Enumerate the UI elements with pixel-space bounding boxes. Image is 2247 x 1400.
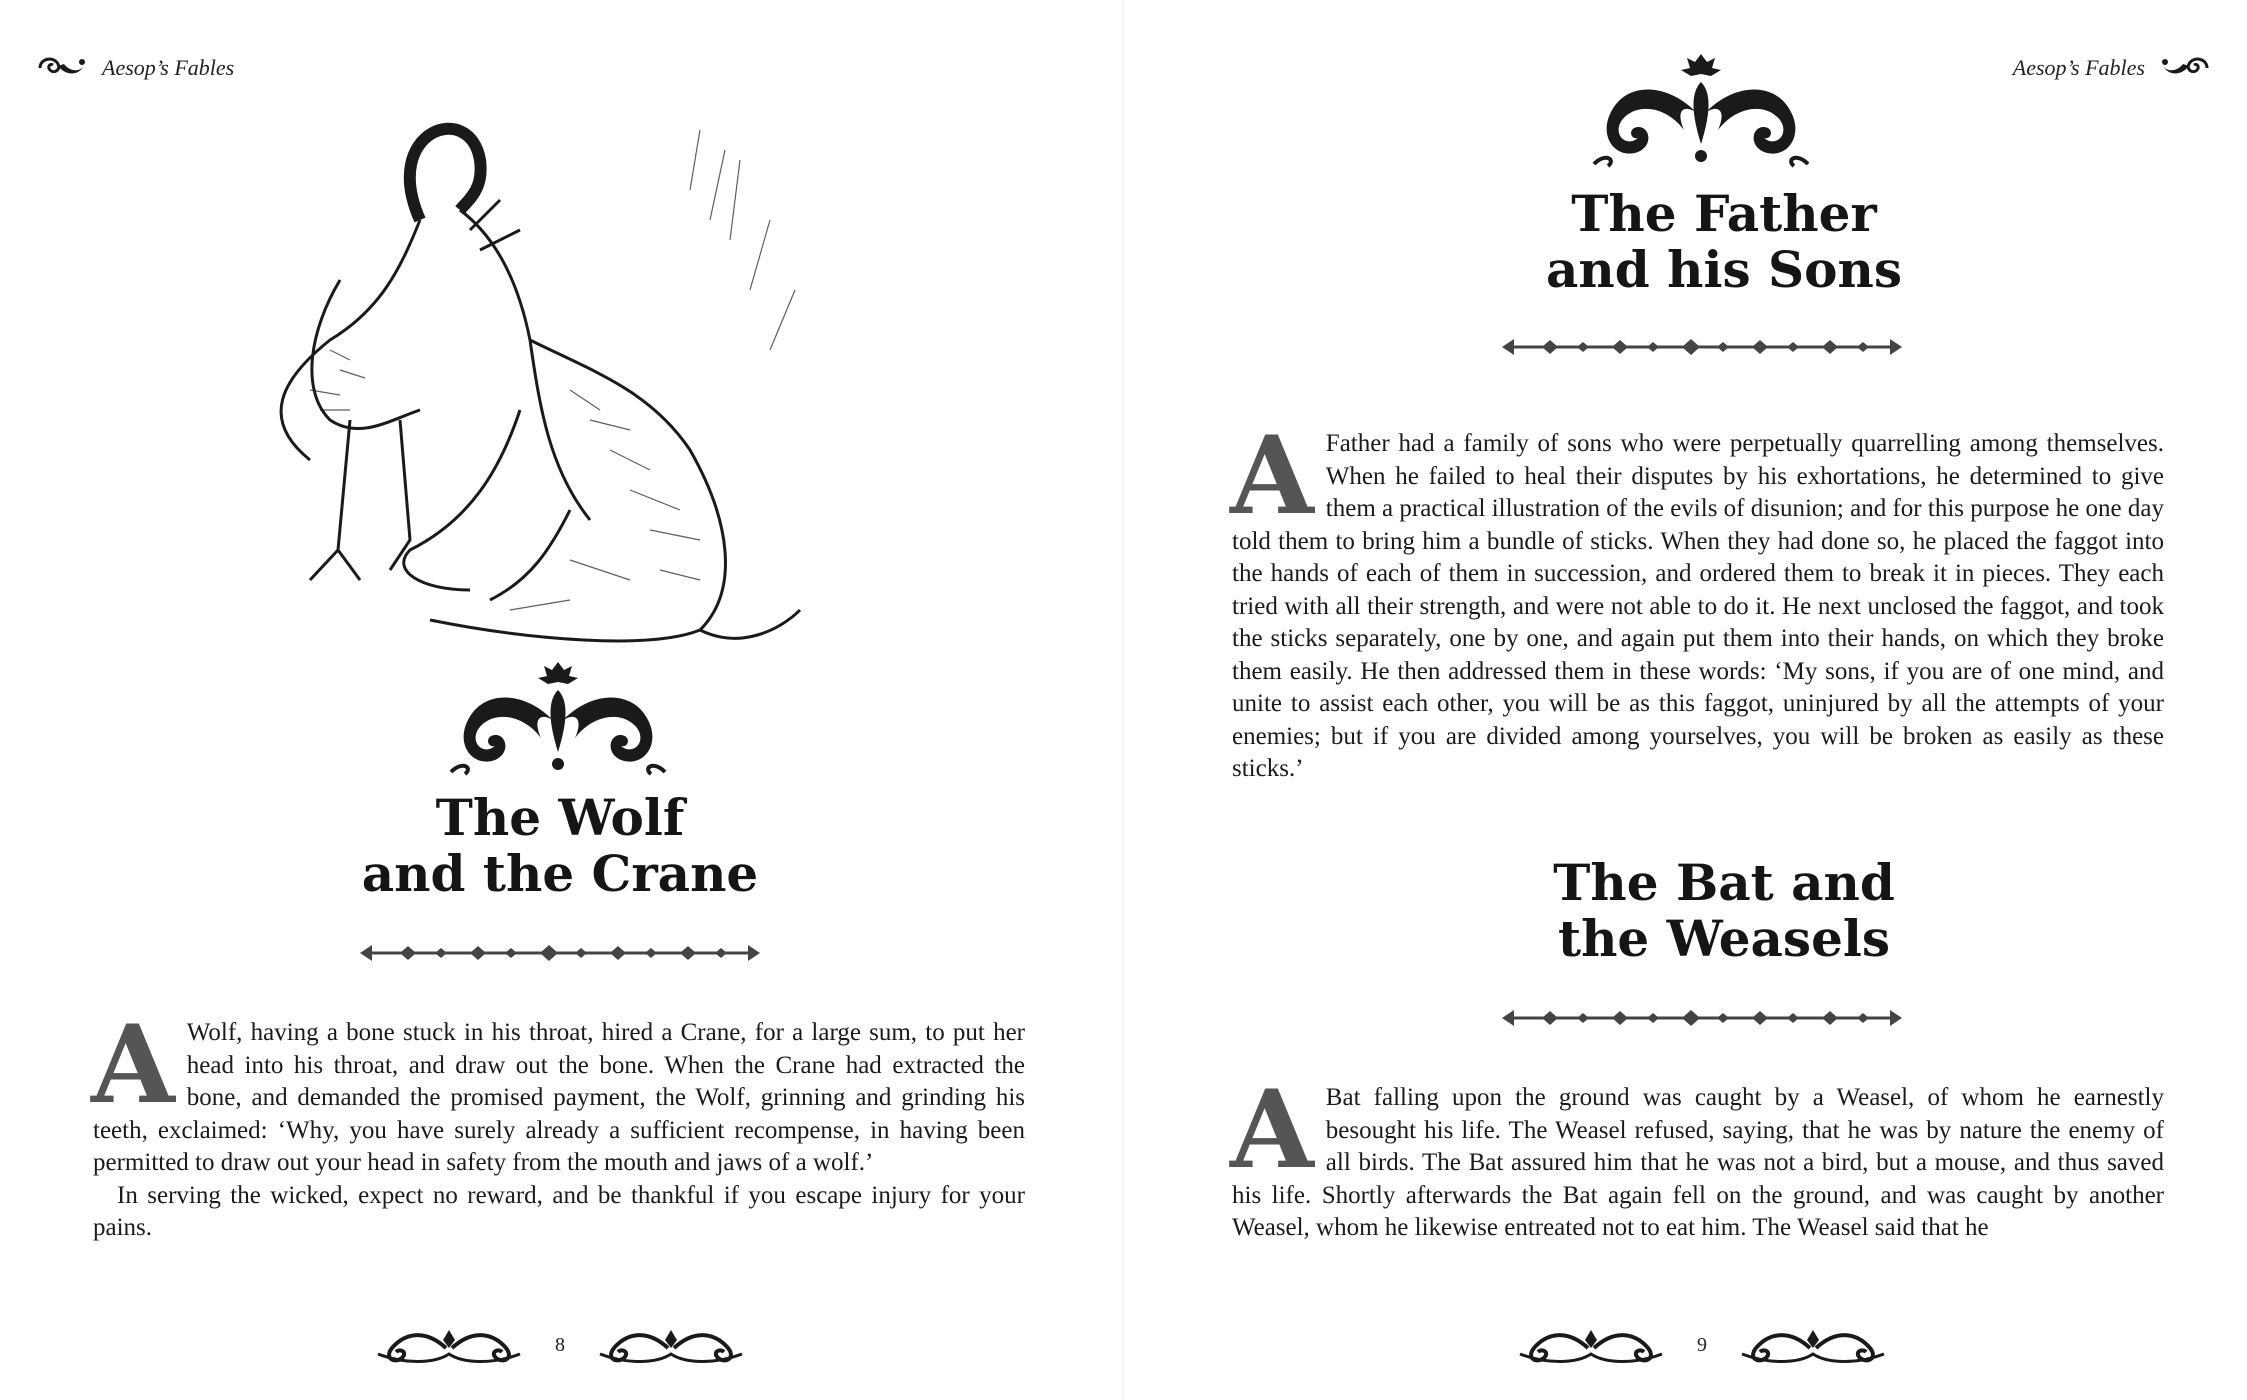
drop-cap: A bbox=[1230, 1067, 1314, 1193]
fleur-de-lis-flourish-icon bbox=[1586, 52, 1816, 172]
right-page bbox=[1124, 0, 2247, 1400]
fleur-de-lis-flourish-icon bbox=[443, 660, 673, 780]
fable-body bbox=[1230, 413, 2164, 786]
wolf-and-crane-illustration bbox=[270, 90, 810, 650]
diamond-chain-divider-icon bbox=[1502, 1007, 1902, 1029]
running-head-text: Aesop’s Fables bbox=[102, 55, 235, 80]
running-head-text: Aesop’s Fables bbox=[2012, 55, 2145, 80]
title-line-2: the Weasels bbox=[1557, 909, 1891, 968]
swirl-flourish-icon bbox=[374, 1324, 524, 1366]
swirl-flourish-icon bbox=[596, 1324, 746, 1366]
fable-body bbox=[91, 1002, 1025, 1245]
swirl-flourish-icon bbox=[1738, 1324, 1888, 1366]
page-number: 8 bbox=[555, 1333, 565, 1356]
scroll-swirl-icon bbox=[2159, 52, 2211, 84]
drop-cap: A bbox=[91, 1002, 175, 1128]
title-line-1: The Wolf bbox=[435, 788, 685, 847]
drop-cap: A bbox=[1230, 413, 1314, 539]
fable-moral: In serving the wicked, expect no reward, and be thankful if you escape injury for your pains. bbox=[93, 1181, 1025, 1241]
title-line-1: The Father bbox=[1571, 184, 1877, 243]
scroll-swirl-icon bbox=[36, 52, 88, 84]
swirl-flourish-icon bbox=[1516, 1324, 1666, 1366]
running-head bbox=[36, 52, 234, 84]
page-folio bbox=[360, 1320, 760, 1370]
fable-body-text: Father had a family of sons who were perpetually quarrelling among themselves. When he failed to heal their disputes by his exhortations, he determined to give them a practical illustration of the evils of disunion; and for this purpose he one day told them to bring him a bundle of sticks. When they had done so, he placed the faggot into the hands of each of them in succession, and ordered them to break it in pieces. They each tried with all their strength, and were not able to do it. He next unclosed the faggot, and took the sticks separately, one by one, and again put them into their hands, on which they broke them easily. He then addressed them in these words: ‘My sons, if you are of one mind, and unite to assist each other, you will be as this faggot, uninjured by all the attempts of your enemies; but if you are divided among yourselves, you will be broken as easily as these sticks.’ bbox=[1232, 430, 2164, 782]
title-line-2: and his Sons bbox=[1546, 240, 1902, 299]
fable-body bbox=[1230, 1067, 2164, 1245]
fable-title bbox=[1484, 855, 1964, 967]
diamond-chain-divider-icon bbox=[1502, 336, 1902, 358]
title-line-2: and the Crane bbox=[361, 844, 759, 903]
fable-title bbox=[280, 790, 840, 902]
fable-title bbox=[1484, 186, 1964, 298]
fable-body-text: Wolf, having a bone stuck in his throat, hired a Crane, for a large sum, to put her head into his throat, and draw out the bone. When the Crane had extracted the bone, and demanded the promised payment, the Wolf, grinning and grinding his teeth, exclaimed: ‘Why, you have surely already a sufficient recompense, in having been permitted to draw out your head in safety from the mouth and jaws of a wolf.’ bbox=[93, 1019, 1025, 1176]
page-number: 9 bbox=[1697, 1333, 1707, 1356]
title-line-1: The Bat and bbox=[1553, 853, 1895, 912]
running-head bbox=[2013, 52, 2211, 84]
fable-body-text: Bat falling upon the ground was caught by a Weasel, of whom he earnestly besought his life. The Weasel refused, saying, that he was by nature the enemy of all birds. The Bat assured him that he was not a bird, but a mouse, and thus saved his life. Shortly afterwards the Bat again fell on the ground, and was caught by another Weasel, whom he likewise entreated not to eat him. The Weasel said that he bbox=[1232, 1084, 2164, 1241]
page-folio bbox=[1502, 1320, 1902, 1370]
diamond-chain-divider-icon bbox=[360, 942, 760, 964]
left-page bbox=[0, 0, 1123, 1400]
